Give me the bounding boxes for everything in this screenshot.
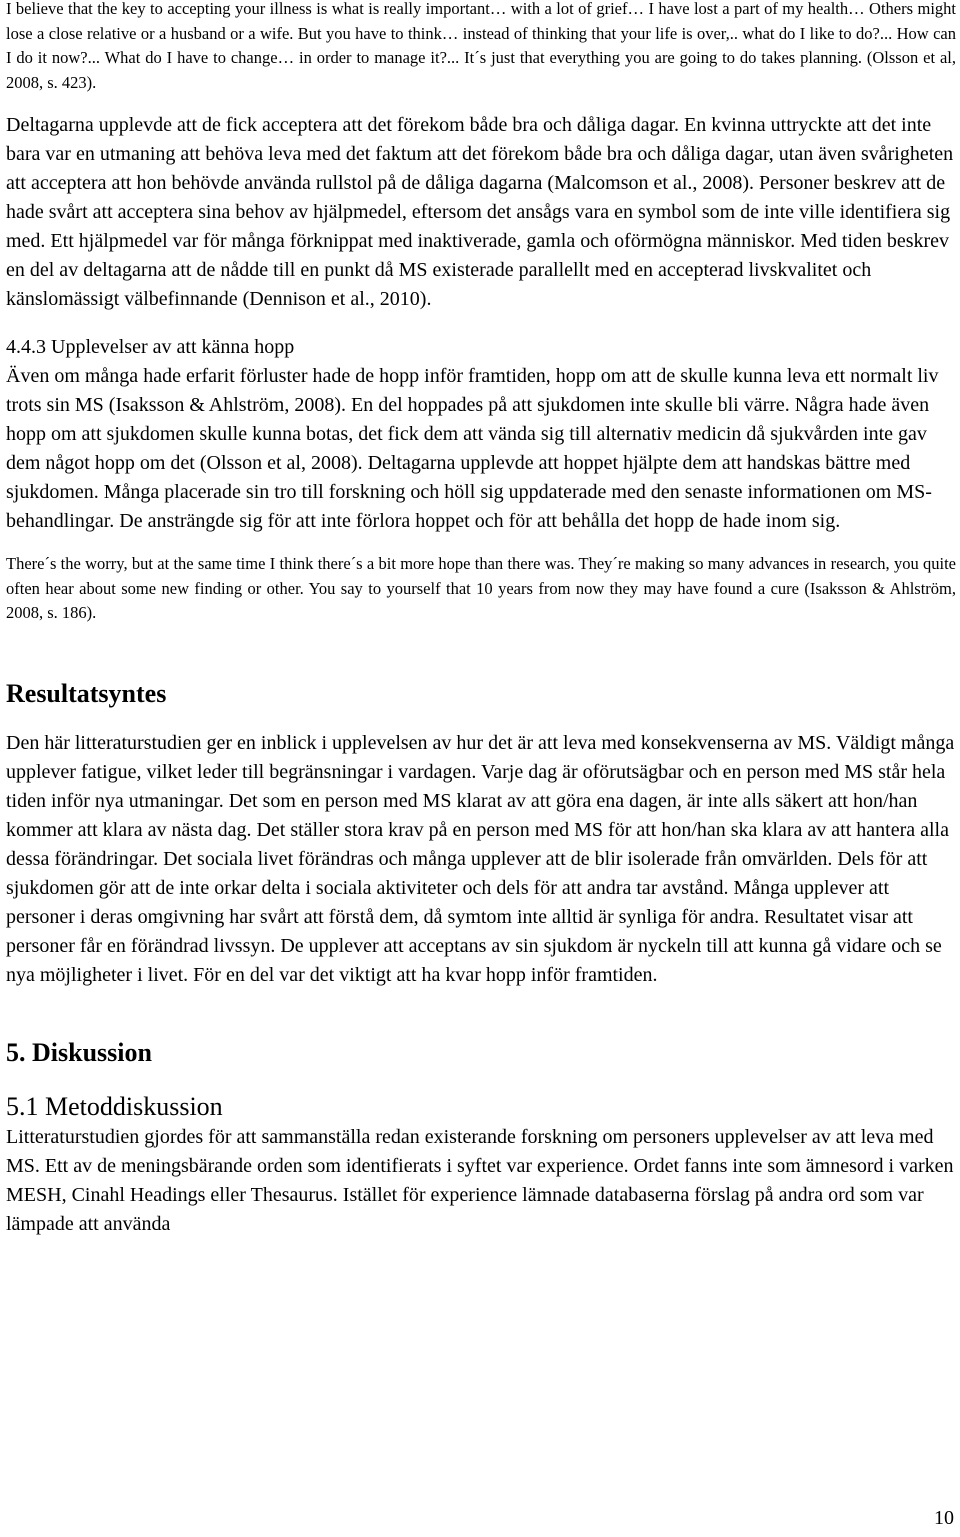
paragraph-method: Litteraturstudien gjordes för att sammanställa redan existerande forskning om personers upplevelser av att leva med MS. Ett av de meningsbärande orden som identifierats i syftet var experience. Ordet fanns inte som ämnesord i varken MESH, Cinahl Headings eller Thesaurus. Istället för experience lämnade databaserna förslag på andra ord som var lämpade att använda bbox=[6, 1125, 954, 1235]
subheading-hope: 4.4.3 Upplevelser av att känna hopp bbox=[6, 336, 295, 358]
paragraph-synthesis: Den här litteraturstudien ger en inblick i upplevelsen av hur det är att leva med konsekvenserna av MS. Väldigt många upplever fatigue, vilket leder till begränsningar i vardagen. Varje dag är oförutsägbar och en person med MS står hela tiden inför nya utmaningar. Det som en person med MS klarat av att göra ena dagen, är inte alls säkert att hon/han kommer att klara av nästa dag. Det ställer stora krav på en person med MS för att hon/han ska klara av att hantera alla dessa förändringar. Det sociala livet förändras och många upplever att de blir isolerade från omvärlden. Dels för att sjukdomen gör att de inte orkar delta i sociala aktiviteter och dels för att andra tar avstånd. Många upplever att personer i deras omgivning har svårt att förstå dem, då symtom inte alltid är synliga för andra. Resultatet visar att personer får en förändrad livssyn. De upplever att acceptans av sin sjukdom är nyckeln till att kunna gå vidare och se nya möjligheter i livet. För en del var det viktigt att ha kvar hopp inför framtiden. bbox=[6, 731, 955, 986]
block-quote-olsson: I believe that the key to accepting your illness is what is really important… with a lot of grief… I have lost a part of my health… Others might lose a close relative or a husband or a wife. But you have to think… instead of thinking that your life is over,.. what do I like to do?... How can I do it now?... What do I have to change… in order to manage it?... It´s just that everything you are going to do takes planning. (Olsson et al, 2008, s. 423). bbox=[6, 0, 956, 92]
heading-metoddiskussion: 5.1 Metoddiskussion bbox=[6, 1091, 223, 1121]
paragraph-acceptance: Deltagarna upplevde att de fick acceptera att det förekom både bra och dåliga dagar. En kvinna uttryckte att det inte bara var en utmaning att behöva leva med det faktum att det förekom både bra och dåliga dagar, utan även svårigheten att acceptera att hon behövde använda rullstol på de dåliga dagarna (Malcomson et al., 2008). Personer beskrev att de hade svårt att acceptera sina behov av hjälpmedel, eftersom det ansågs vara en symbol som de inte ville identifiera sig med. Ett hjälpmedel var för många förknippat med inaktiverade, gamla och oförmögna människor. Med tiden beskrev en del av deltagarna att de nådde till en punkt då MS existerade parallellt med en accepterad livskvalitet och känslomässigt välbefinnande (Dennison et al., 2010). bbox=[6, 114, 954, 310]
document-page bbox=[6, 0, 956, 1239]
paragraph-hope: Även om många hade erfarit förluster hade de hopp inför framtiden, hopp om att de skulle kunna leva ett normalt liv trots sin MS (Isaksson & Ahlström, 2008). En del hoppades på att sjukdomen inte skulle bli värre. Några hade även hopp om att sjukdomen skulle kunna botas, det fick dem att vända sig till alternativ medicin då sjukvården inte gav dem något hopp om det (Olsson et al, 2008). Deltagarna upplevde att hoppet hjälpte dem att handskas bättre med sjukdomen. Många placerade sin tro till forskning och höll sig uppdaterade med den senaste informationen om MS-behandlingar. De ansträngde sig för att inte förlora hoppet och för att behålla det hopp de hade inom sig. bbox=[6, 365, 939, 532]
page-number: 10 bbox=[934, 1507, 954, 1529]
heading-resultatsyntes: Resultatsyntes bbox=[6, 678, 167, 708]
heading-diskussion: 5. Diskussion bbox=[6, 1037, 152, 1067]
block-quote-isaksson: There´s the worry, but at the same time I think there´s a bit more hope than there was. They´re making so many advances in research, you quite often hear about some new finding or other. You say to yourself that 10 years from now they may have found a cure (Isaksson & Ahlström, 2008, s. 186). bbox=[6, 554, 956, 622]
